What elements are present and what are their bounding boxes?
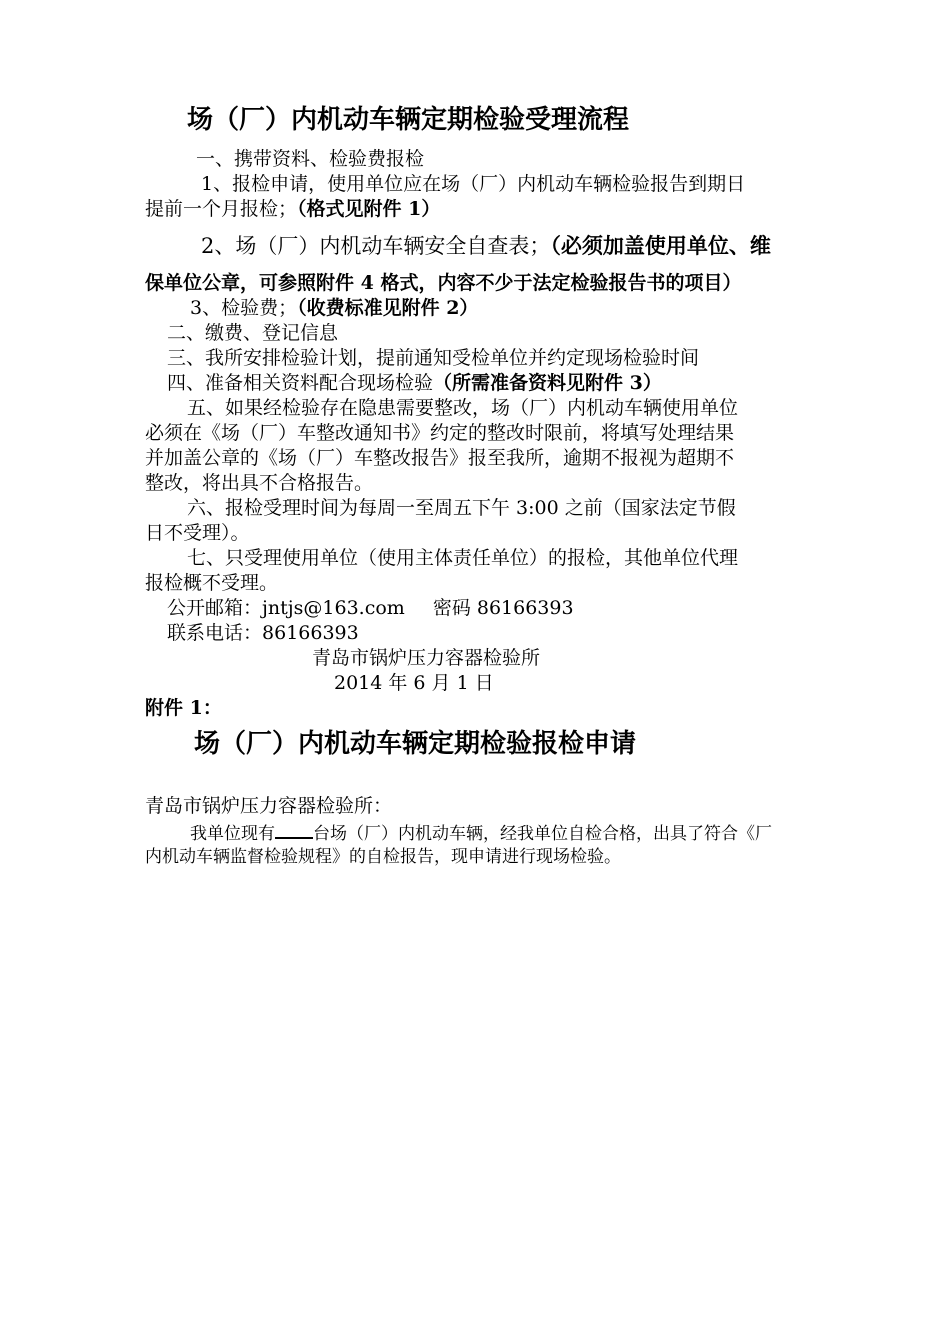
section-4-heading xyxy=(167,371,662,395)
email-password: 密码 86166393 xyxy=(432,597,574,619)
section-6-line-2: 日不受理）。 xyxy=(145,522,250,544)
item-3-note: （收费标准见附件 2） xyxy=(297,297,479,319)
section-1-heading: 一、携带资料、检验费报检 xyxy=(196,148,425,170)
issue-date: 2014 年 6 月 1 日 xyxy=(334,672,494,694)
section-5-line-3: 并加盖公章的《场（厂）车整改报告》报至我所，逾期不报视为超期不 xyxy=(145,447,735,469)
section-4-text: 四、准备相关资料配合现场检验 xyxy=(167,372,434,394)
page-title: 场（厂）内机动车辆定期检验受理流程 xyxy=(187,105,630,135)
item-3-line xyxy=(190,296,478,320)
email-address: jntjs@163.com xyxy=(262,597,405,619)
item-3-text: 3、检验费； xyxy=(190,297,298,319)
section-7-line-2: 报检概不受理。 xyxy=(145,572,279,594)
section-3-heading: 三、我所安排检验计划，提前通知受检单位并约定现场检验时间 xyxy=(167,347,700,369)
quantity-blank xyxy=(275,821,313,839)
item-2-line-2: 保单位公章，可参照附件 4 格式，内容不少于法定检验报告书的项目） xyxy=(145,272,742,294)
item-2-line-1 xyxy=(201,234,771,258)
phone-number: 86166393 xyxy=(262,622,359,644)
email-label: 公开邮箱： xyxy=(167,597,263,619)
item-1-line-2 xyxy=(145,197,440,221)
contact-email-line xyxy=(167,596,574,620)
attachment-addressee: 青岛市锅炉压力容器检验所： xyxy=(145,795,393,817)
item-2-text: 2、场（厂）内机动车辆安全自查表； xyxy=(201,234,551,258)
item-1-text: 提前一个月报检； xyxy=(145,198,298,220)
attachment-body-line-2: 内机动车辆监督检验规程》的自检报告，现申请进行现场检验。 xyxy=(145,847,621,867)
attachment-label: 附件 1： xyxy=(145,697,222,719)
section-5-line-1: 五、如果经检验存在隐患需要整改，场（厂）内机动车辆使用单位 xyxy=(187,397,739,419)
section-2-heading: 二、缴费、登记信息 xyxy=(167,322,339,344)
attachment-body-prefix: 我单位现有 xyxy=(190,824,275,844)
item-1-line-1: 1、报检申请，使用单位应在场（厂）内机动车辆检验报告到期日 xyxy=(201,173,746,195)
section-5-line-4: 整改，将出具不合格报告。 xyxy=(145,472,374,494)
item-1-note: （格式见附件 1） xyxy=(297,198,441,220)
attachment-body-line-1 xyxy=(190,821,772,846)
phone-label: 联系电话： xyxy=(167,622,263,644)
section-5-line-2: 必须在《场（厂）车整改通知书》约定的整改时限前，将填写处理结果 xyxy=(145,422,735,444)
section-4-note: （所需准备资料见附件 3） xyxy=(433,372,662,394)
attachment-body-suffix: 台场（厂）内机动车辆，经我单位自检合格，出具了符合《厂 xyxy=(313,824,772,844)
section-7-line-1: 七、只受理使用单位（使用主体责任单位）的报检，其他单位代理 xyxy=(187,547,739,569)
issuing-organization: 青岛市锅炉压力容器检验所 xyxy=(312,647,541,669)
contact-phone-line xyxy=(167,621,359,645)
attachment-title: 场（厂）内机动车辆定期检验报检申请 xyxy=(194,729,637,759)
item-2-note-a: （必须加盖使用单位、维 xyxy=(550,233,771,258)
section-6-line-1: 六、报检受理时间为每周一至周五下午 3:00 之前（国家法定节假 xyxy=(187,497,736,519)
